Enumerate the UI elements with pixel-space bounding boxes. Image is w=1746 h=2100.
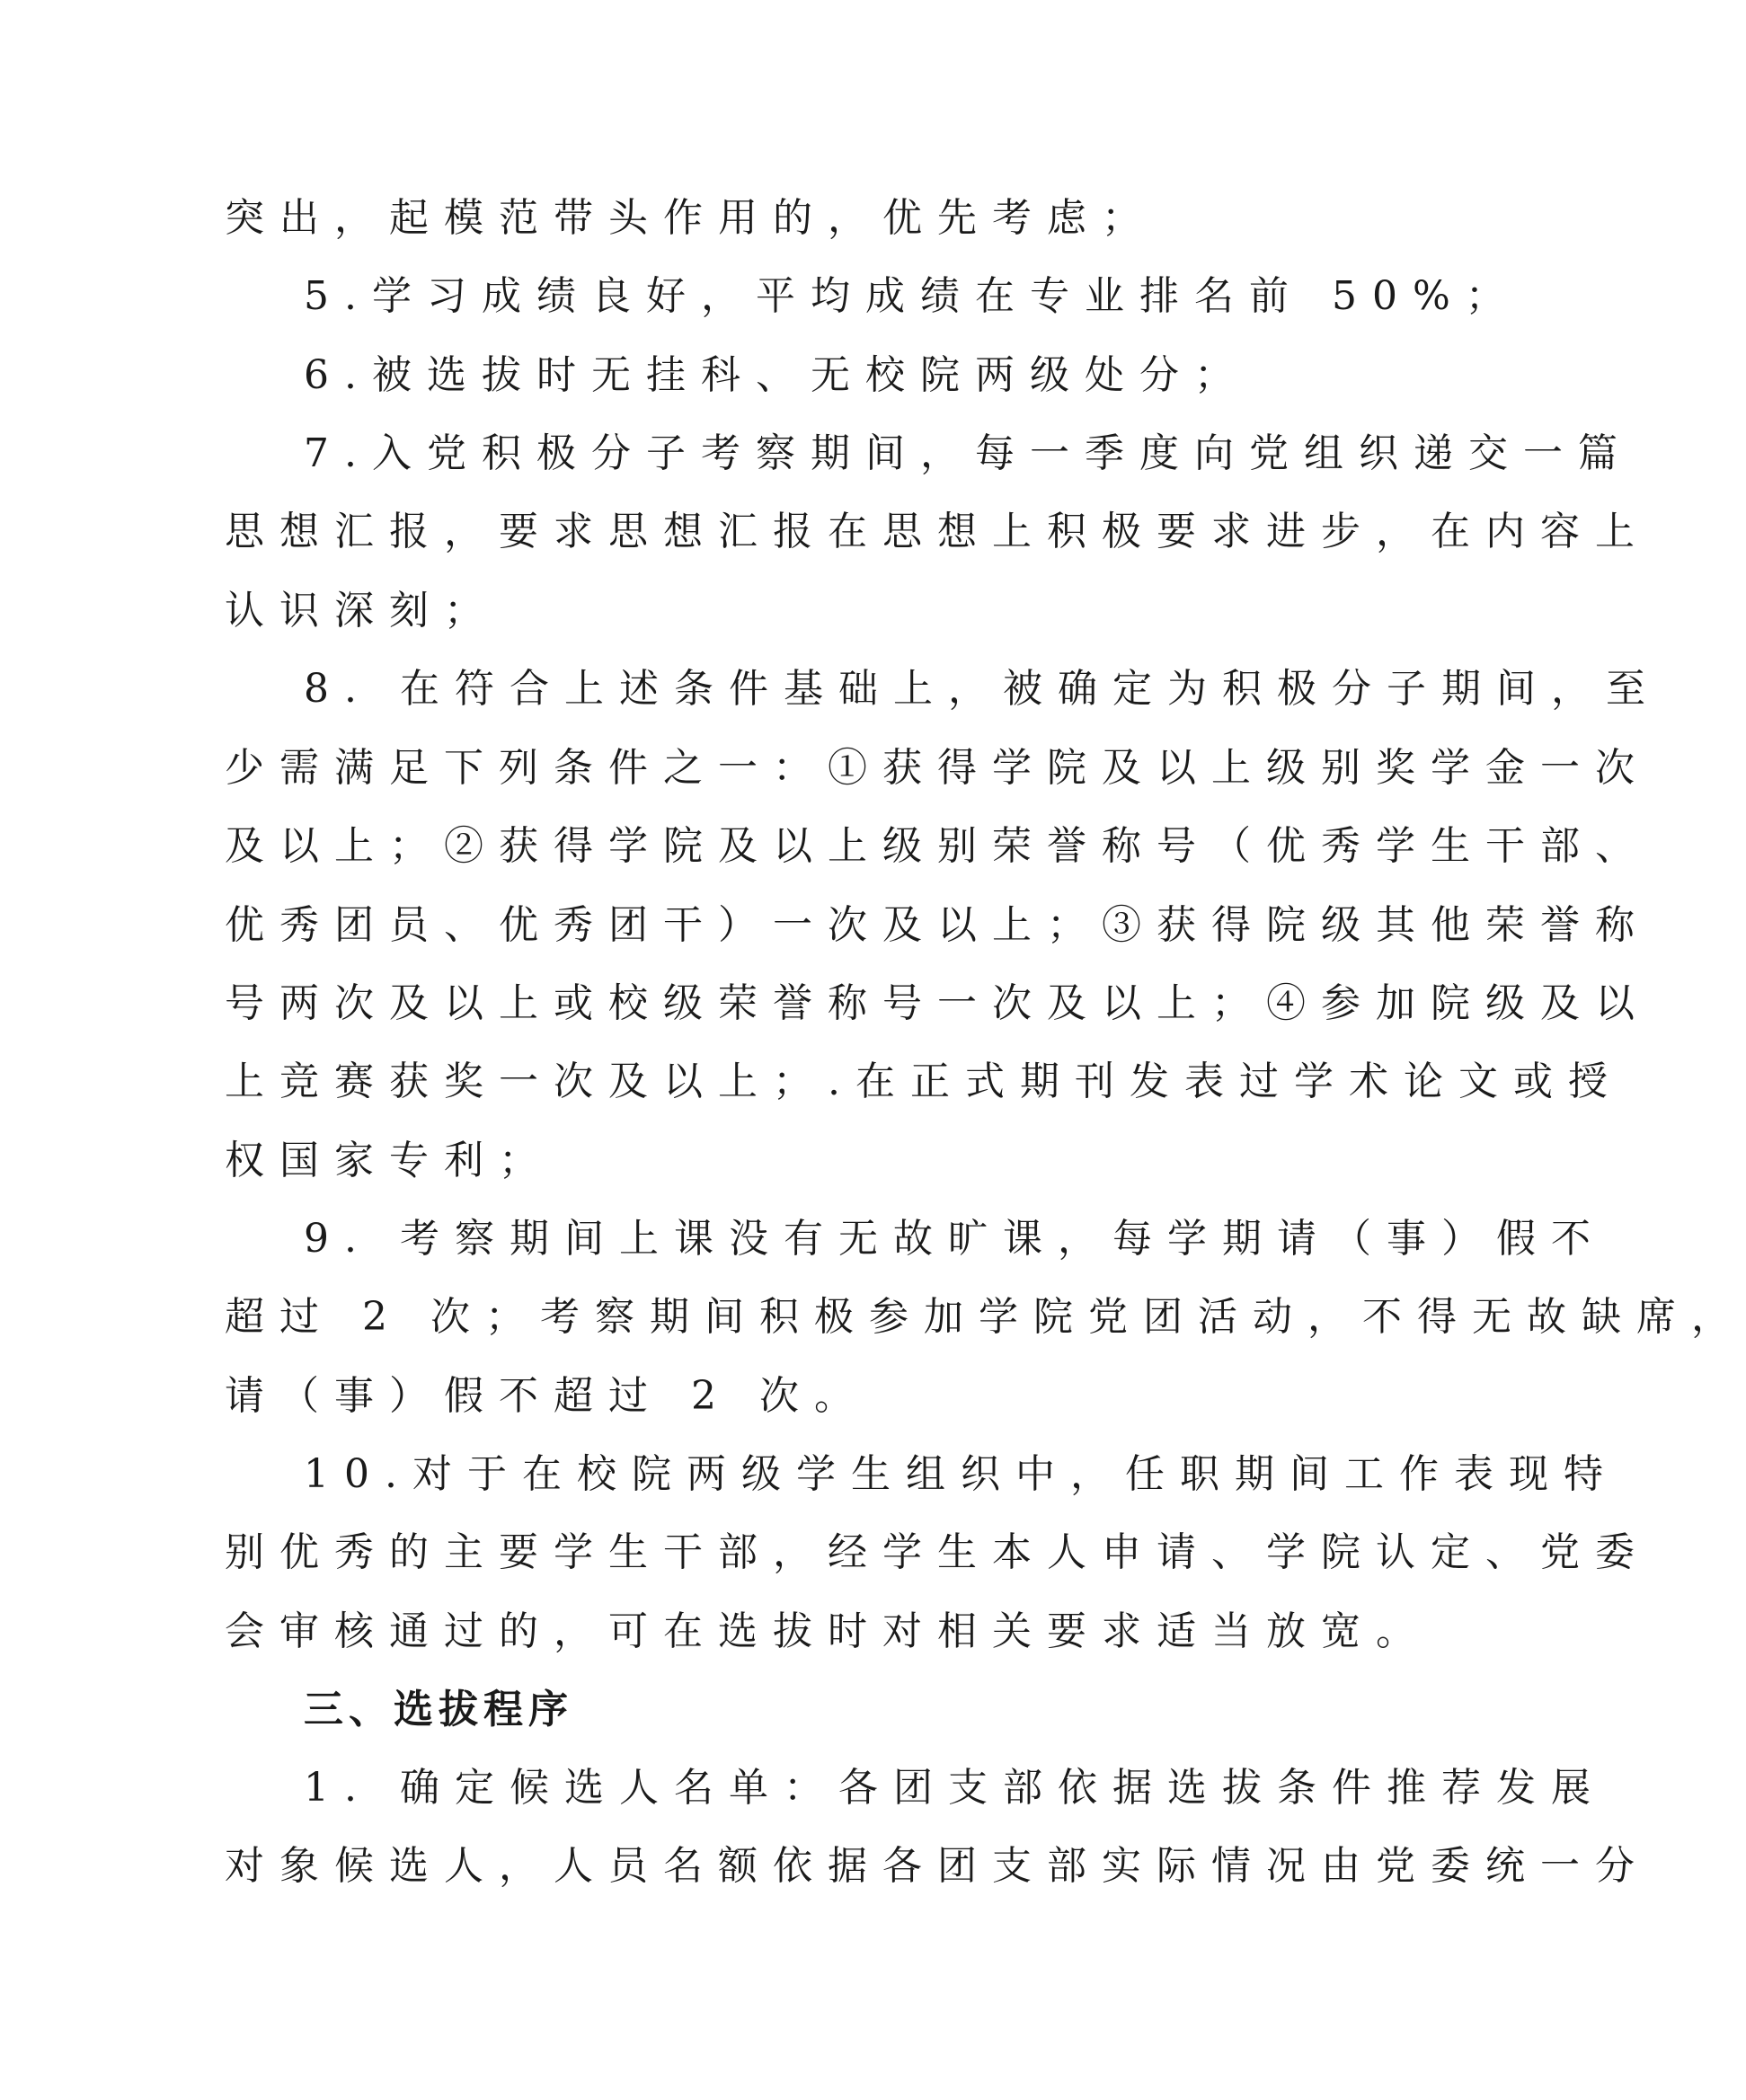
text-line: 及以上；②获得学院及以上级别荣誉称号（优秀学生干部、 (225, 823, 1650, 869)
text-line: 思想汇报，要求思想汇报在思想上积极要求进步，在内容上 (225, 509, 1650, 554)
text-line: 认识深刻； (225, 588, 499, 634)
text-line: 超过 2 次；考察期间积极参加学院党团活动，不得无故缺席， (225, 1294, 1746, 1340)
criterion-8: 8. 在符合上述条件基础上，被确定为积极分子期间，至 (304, 666, 1661, 712)
criterion-6: 6.被选拔时无挂科、无校院两级处分； (304, 352, 1249, 398)
text-line: 对象候选人，人员名额依据各团支部实际情况由党委统一分 (225, 1843, 1650, 1889)
criterion-7: 7.入党积极分子考察期间，每一季度向党组织递交一篇 (304, 430, 1633, 476)
text-line: 号两次及以上或校级荣誉称号一次及以上；④参加院级及以 (225, 980, 1650, 1026)
text-line: 优秀团员、优秀团干）一次及以上；③获得院级其他荣誉称 (225, 902, 1650, 948)
text-line: 上竞赛获奖一次及以上；.在正式期刊发表过学术论文或授 (225, 1059, 1623, 1104)
text-line: 少需满足下列条件之一：①获得学院及以上级别奖学金一次 (225, 745, 1650, 791)
text-line: 突出，起模范带头作用的，优先考虑； (225, 195, 1157, 241)
section-heading: 三、选拔程序 (304, 1687, 573, 1732)
text-line: 会审核通过的，可在选拔时对相关要求适当放宽。 (225, 1608, 1431, 1654)
criterion-9: 9. 考察期间上课没有无故旷课，每学期请（事）假不 (304, 1216, 1606, 1262)
text-line: 别优秀的主要学生干部，经学生本人申请、学院认定、党委 (225, 1529, 1650, 1575)
text-line: 权国家专利； (225, 1138, 554, 1183)
criterion-10: 10.对于在校院两级学生组织中，任职期间工作表现特 (304, 1451, 1618, 1497)
text-line: 请（事）假不超过 2 次。 (225, 1373, 869, 1419)
procedure-1: 1. 确定候选人名单：各团支部依据选拔条件推荐发展 (304, 1765, 1606, 1811)
criterion-5: 5.学习成绩良好，平均成绩在专业排名前 50%； (304, 273, 1520, 319)
